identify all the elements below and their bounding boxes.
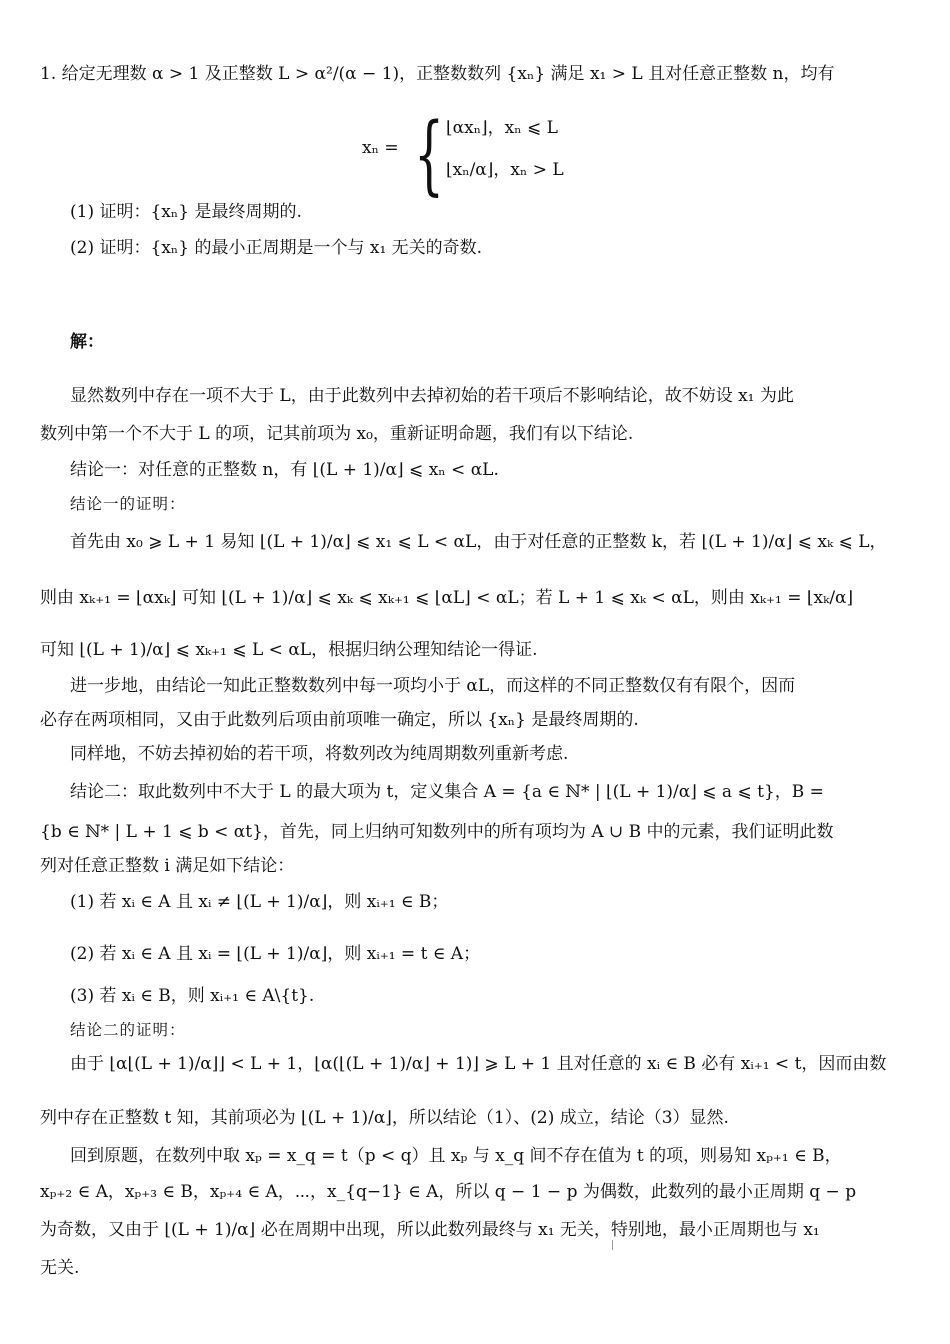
solution-line: {b ∈ ℕ* | L + 1 ⩽ b < αt}，首先，同上归纳可知数列中的所有项均为 A ∪ B 中的元素，我们证明此数	[40, 822, 834, 842]
problem-part-1: (1) 证明：{xₙ} 是最终周期的.	[70, 202, 302, 222]
stray-mark	[612, 1240, 613, 1250]
conclusion-2-case-2: (2) 若 xᵢ ∈ A 且 xᵢ = ⌊(L + 1)/α⌋，则 xᵢ₊₁ = t ∈ A；	[70, 944, 481, 964]
left-brace: {	[414, 105, 445, 205]
piecewise-case-2: ⌊xₙ/α⌋，xₙ > L	[446, 160, 564, 180]
solution-line: 列中存在正整数 t 知，其前项必为 ⌊(L + 1)/α⌋，所以结论（1）、(2) 成立，结论（3）显然.	[40, 1108, 729, 1128]
piecewise-case-1: ⌊αxₙ⌋，xₙ ⩽ L	[446, 118, 558, 138]
solution-line: 列对任意正整数 i 满足如下结论：	[40, 856, 295, 876]
conclusion-1-proof-label: 结论一的证明：	[70, 495, 186, 513]
solution-line: 由于 ⌊α⌊(L + 1)/α⌋⌋ < L + 1，⌊α(⌊(L + 1)/α⌋ + 1)⌋ ⩾ L + 1 且对任意的 xᵢ ∈ B 必有 xᵢ₊₁ < t，因而由数	[70, 1054, 887, 1074]
conclusion-1-statement: 结论一：对任意的正整数 n，有 ⌊(L + 1)/α⌋ ⩽ xₙ < αL.	[70, 460, 499, 480]
solution-line: 显然数列中存在一项不大于 L，由于此数列中去掉初始的若干项后不影响结论，故不妨设 x₁ 为此	[70, 386, 794, 406]
solution-line: 为奇数，又由于 ⌊(L + 1)/α⌋ 必在周期中出现，所以此数列最终与 x₁ 无关，特别地，最小正周期也与 x₁	[40, 1220, 820, 1240]
piecewise-lhs: xₙ =	[362, 138, 399, 158]
conclusion-2-proof-label: 结论二的证明：	[70, 1021, 186, 1039]
solution-line: xₚ₊₂ ∈ A，xₚ₊₃ ∈ B，xₚ₊₄ ∈ A，⋯，x_{q−1} ∈ A，所以 q − 1 − p 为偶数，此数列的最小正周期 q − p	[40, 1182, 857, 1202]
solution-line: 回到原题，在数列中取 xₚ = x_q = t（p < q）且 xₚ 与 x_q 间不存在值为 t 的项，则易知 xₚ₊₁ ∈ B，	[70, 1146, 842, 1166]
problem-part-2: (2) 证明：{xₙ} 的最小正周期是一个与 x₁ 无关的奇数.	[70, 238, 483, 258]
solution-line: 数列中第一个不大于 L 的项，记其前项为 x₀，重新证明命题，我们有以下结论.	[40, 424, 634, 444]
solution-line: 同样地，不妨去掉初始的若干项，将数列改为纯周期数列重新考虑.	[70, 744, 569, 764]
solution-line: 则由 xₖ₊₁ = ⌊αxₖ⌋ 可知 ⌊(L + 1)/α⌋ ⩽ xₖ ⩽ xₖ₊₁ ⩽ ⌊αL⌋ < αL；若 L + 1 ⩽ xₖ < αL，则由 xₖ₊₁ = ⌊xₖ/α⌋	[40, 588, 854, 608]
solution-line: 可知 ⌊(L + 1)/α⌋ ⩽ xₖ₊₁ ⩽ L < αL，根据归纳公理知结论一得证.	[40, 640, 538, 660]
solution-line: 必存在两项相同，又由于此数列后项由前项唯一确定，所以 {xₙ} 是最终周期的.	[40, 710, 639, 730]
solution-heading: 解：	[70, 332, 104, 352]
conclusion-2-statement: 结论二：取此数列中不大于 L 的最大项为 t，定义集合 A = {a ∈ ℕ* | ⌊(L + 1)/α⌋ ⩽ a ⩽ t}，B =	[70, 782, 824, 802]
conclusion-2-case-1: (1) 若 xᵢ ∈ A 且 xᵢ ≠ ⌊(L + 1)/α⌋，则 xᵢ₊₁ ∈ B；	[70, 892, 449, 912]
problem-statement-line: 1. 给定无理数 α > 1 及正整数 L > α²/(α − 1)，正整数数列 {xₙ} 满足 x₁ > L 且对任意正整数 n，均有	[40, 64, 835, 84]
solution-line: 无关.	[40, 1258, 80, 1278]
solution-line: 首先由 x₀ ⩾ L + 1 易知 ⌊(L + 1)/α⌋ ⩽ x₁ ⩽ L < αL，由于对任意的正整数 k，若 ⌊(L + 1)/α⌋ ⩽ xₖ ⩽ L，	[70, 532, 887, 552]
conclusion-2-case-3: (3) 若 xᵢ ∈ B，则 xᵢ₊₁ ∈ A\{t}.	[70, 986, 315, 1006]
solution-line: 进一步地，由结论一知此正整数数列中每一项均小于 αL，而这样的不同正整数仅有有限个，因而	[70, 676, 796, 696]
